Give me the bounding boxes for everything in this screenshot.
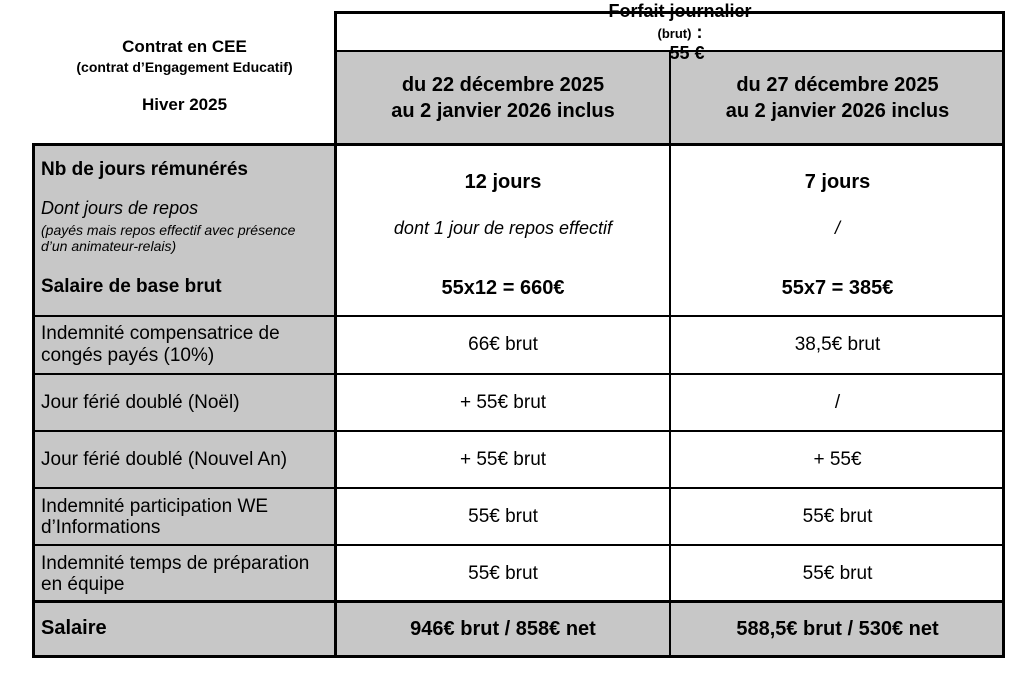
summary-values-2 (671, 146, 1004, 315)
column-2-line1: du 27 décembre 2025 (736, 74, 939, 96)
row-4-value-1: 55€ brut (468, 505, 538, 527)
forfait-separator: : (691, 21, 703, 42)
label-rest: Dont jours de repos (41, 198, 199, 218)
total-value-2: 588,5€ brut / 530€ net (736, 617, 939, 640)
summary-labels (41, 146, 331, 315)
label-rest-note: (payés mais repos effectif avec présence d’un animateur-relais) (41, 222, 296, 254)
season-label: Hiver 2025 (141, 95, 228, 114)
rest-value-1: dont 1 jour de repos effectif (393, 218, 613, 238)
forfait-label: Forfait journalier (608, 0, 752, 21)
column-2-line2: au 2 janvier 2026 inclus (725, 100, 950, 122)
row-1-label: Indemnité compensatrice de congés payés (10%) (41, 323, 280, 366)
forfait-value: 55 € (669, 42, 705, 63)
row-3-value-1: + 55€ brut (459, 448, 547, 470)
row-label-nouvel-an (33, 432, 333, 487)
rest-value-2: / (834, 218, 840, 238)
base-value-2: 55x7 = 385€ (781, 277, 894, 299)
contract-subtitle: (contrat d’Engagement Educatif) (76, 59, 293, 75)
days-value-2: 7 jours (804, 171, 871, 193)
row-3-label: Jour férié doublé (Nouvel An) (41, 448, 288, 470)
row-5-label: Indemnité temps de préparation en équipe (41, 552, 310, 595)
row-label-we-informations (33, 489, 333, 544)
row-label-preparation (33, 546, 333, 601)
row-2-label: Jour férié doublé (Noël) (41, 391, 240, 413)
row-2-value-2: / (834, 391, 841, 413)
forfait-journalier (336, 0, 1004, 63)
contract-header (33, 30, 336, 130)
row-3-value-2: + 55€ (813, 448, 862, 470)
row-4-label: Indemnité participation WE d’Informations (41, 495, 269, 538)
row-2-value-1: + 55€ brut (459, 391, 547, 413)
row-1-value-2: 38,5€ brut (794, 334, 881, 355)
label-base-salary: Salaire de base brut (41, 276, 222, 297)
column-header-2 (671, 52, 1004, 144)
forfait-unit: (brut) (657, 25, 692, 41)
column-1-line2: au 2 janvier 2026 inclus (391, 100, 615, 122)
column-1-line1: du 22 décembre 2025 (401, 74, 605, 96)
label-days: Nb de jours rémunérés (41, 159, 248, 180)
row-4-value-2: 55€ brut (802, 505, 873, 527)
contract-title: Contrat en CEE (122, 37, 247, 56)
row-5-value-1: 55€ brut (468, 562, 538, 584)
total-value-1: 946€ brut / 858€ net (410, 617, 596, 640)
base-value-1: 55x12 = 660€ (441, 277, 565, 299)
row-5-value-2: 55€ brut (802, 562, 873, 584)
row-label-noel (33, 375, 333, 430)
row-label-conges (33, 317, 333, 373)
total-label-text: Salaire (41, 617, 107, 639)
border-bottom (32, 655, 1005, 658)
summary-values-1 (336, 146, 670, 315)
column-header-1 (336, 52, 670, 144)
days-value-1: 12 jours (464, 171, 542, 193)
row-1-value-1: 66€ brut (468, 334, 538, 355)
total-label (33, 603, 333, 655)
